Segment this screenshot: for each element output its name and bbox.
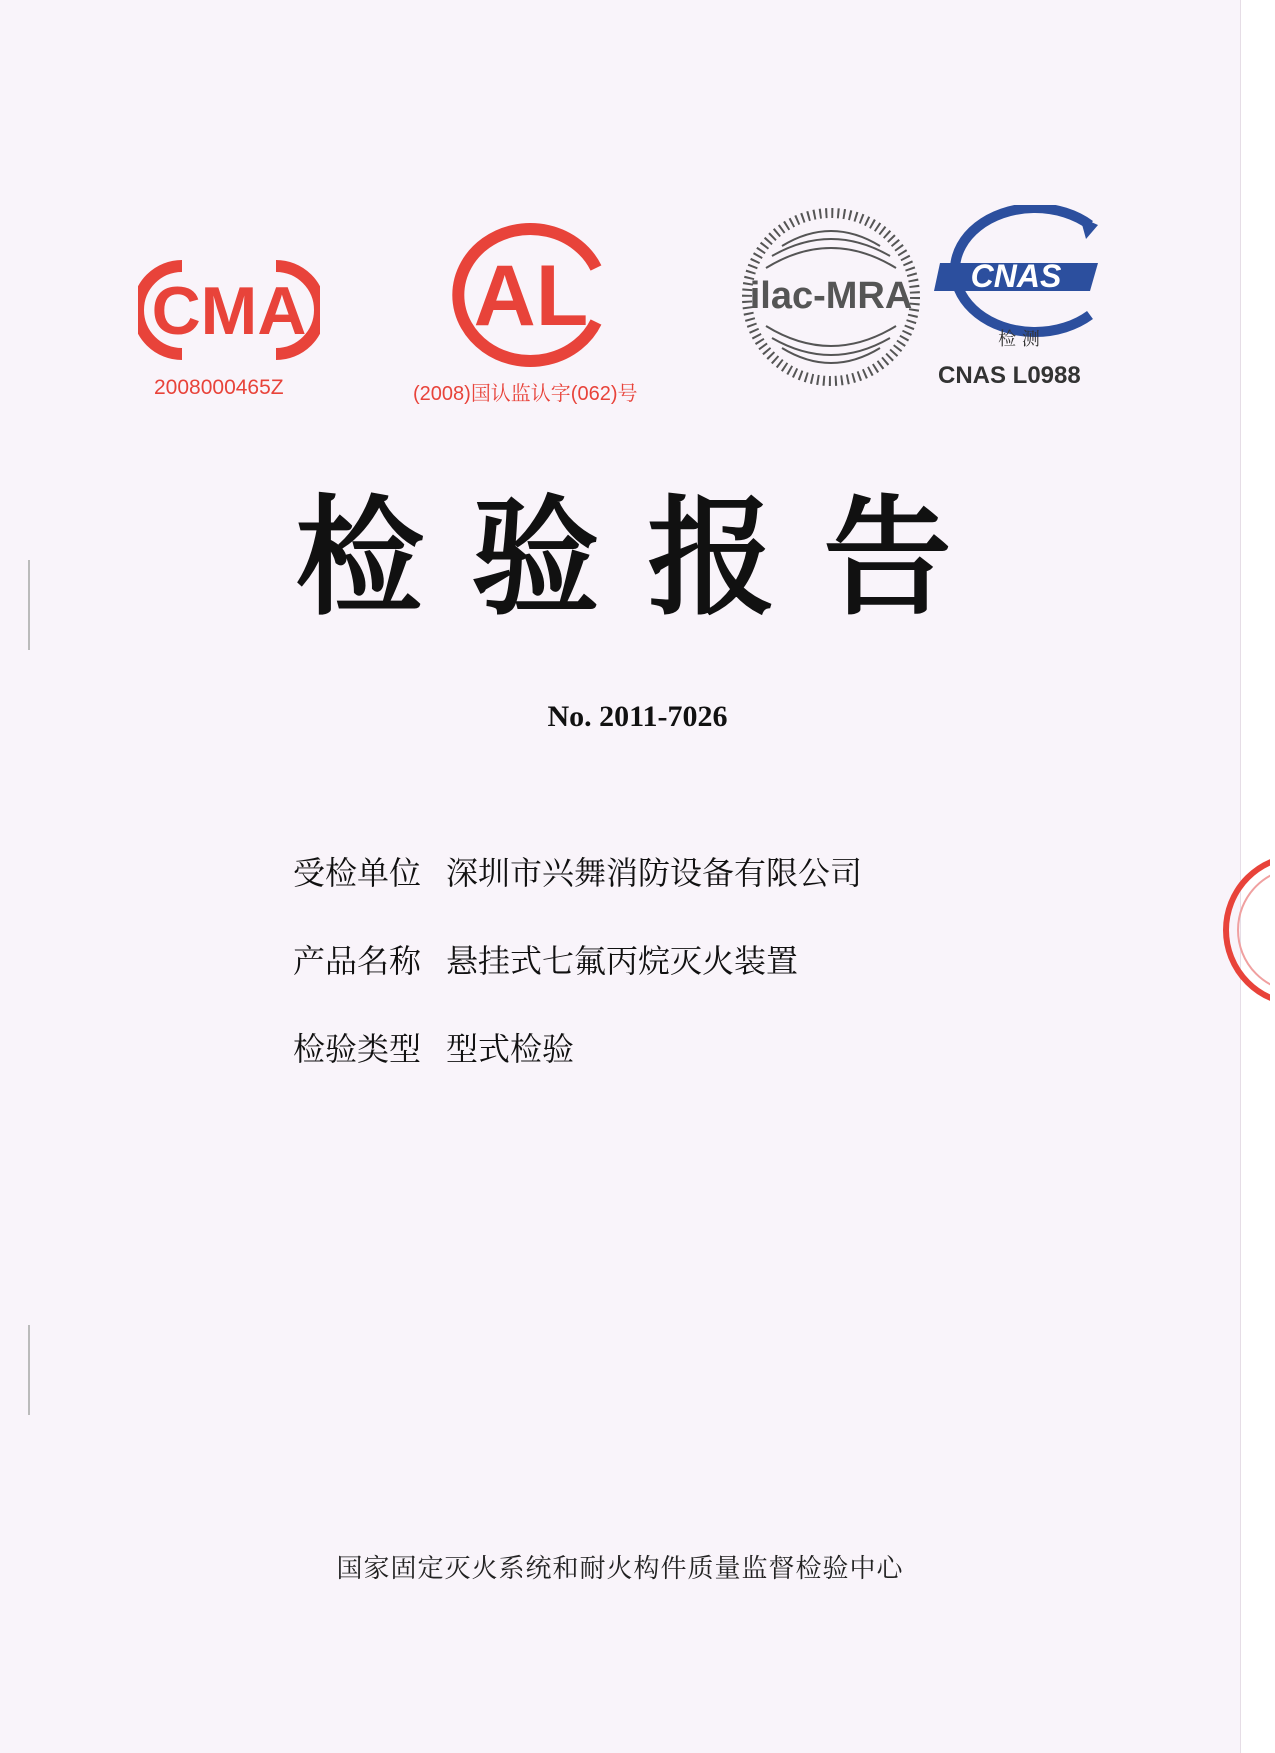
info-value: 悬挂式七氟丙烷灭火装置 [446, 942, 799, 980]
cnas-sub-text: 检 测 [998, 329, 1040, 350]
info-label: 产品名称 [293, 942, 422, 980]
report-info [293, 848, 862, 1112]
cma-logo-text: CMA [151, 273, 307, 349]
info-row-inspected-unit [293, 848, 862, 936]
ilac-mra-text: ilac-MRA [749, 275, 913, 317]
cal-approval-number: (2008)国认监认字(062)号 [413, 383, 638, 405]
cnas-accreditation-code: CNAS L0988 [938, 362, 1081, 389]
cnas-logo-text: CNAS [970, 258, 1062, 294]
info-label: 检验类型 [293, 1030, 422, 1068]
info-value: 型式检验 [446, 1030, 575, 1068]
document-title: 检验报告 [295, 484, 1000, 633]
cnas-logo [930, 205, 1108, 355]
info-row-product-name [293, 936, 862, 1024]
info-label: 受检单位 [293, 854, 422, 892]
seal-stamp [1210, 850, 1270, 1010]
cma-logo [138, 256, 320, 364]
report-number: No. 2011-7026 [547, 700, 728, 733]
info-row-inspection-type [293, 1024, 862, 1112]
info-value: 深圳市兴舞消防设备有限公司 [446, 854, 863, 892]
cma-number: 2008000465Z [154, 376, 284, 399]
cal-logo [446, 220, 616, 370]
cal-logo-text: AL [473, 248, 589, 344]
issuing-organization: 国家固定灭火系统和耐火构件质量监督检验中心 [336, 1554, 904, 1584]
punch-mark [28, 1325, 30, 1415]
ilac-mra-logo [742, 208, 920, 386]
